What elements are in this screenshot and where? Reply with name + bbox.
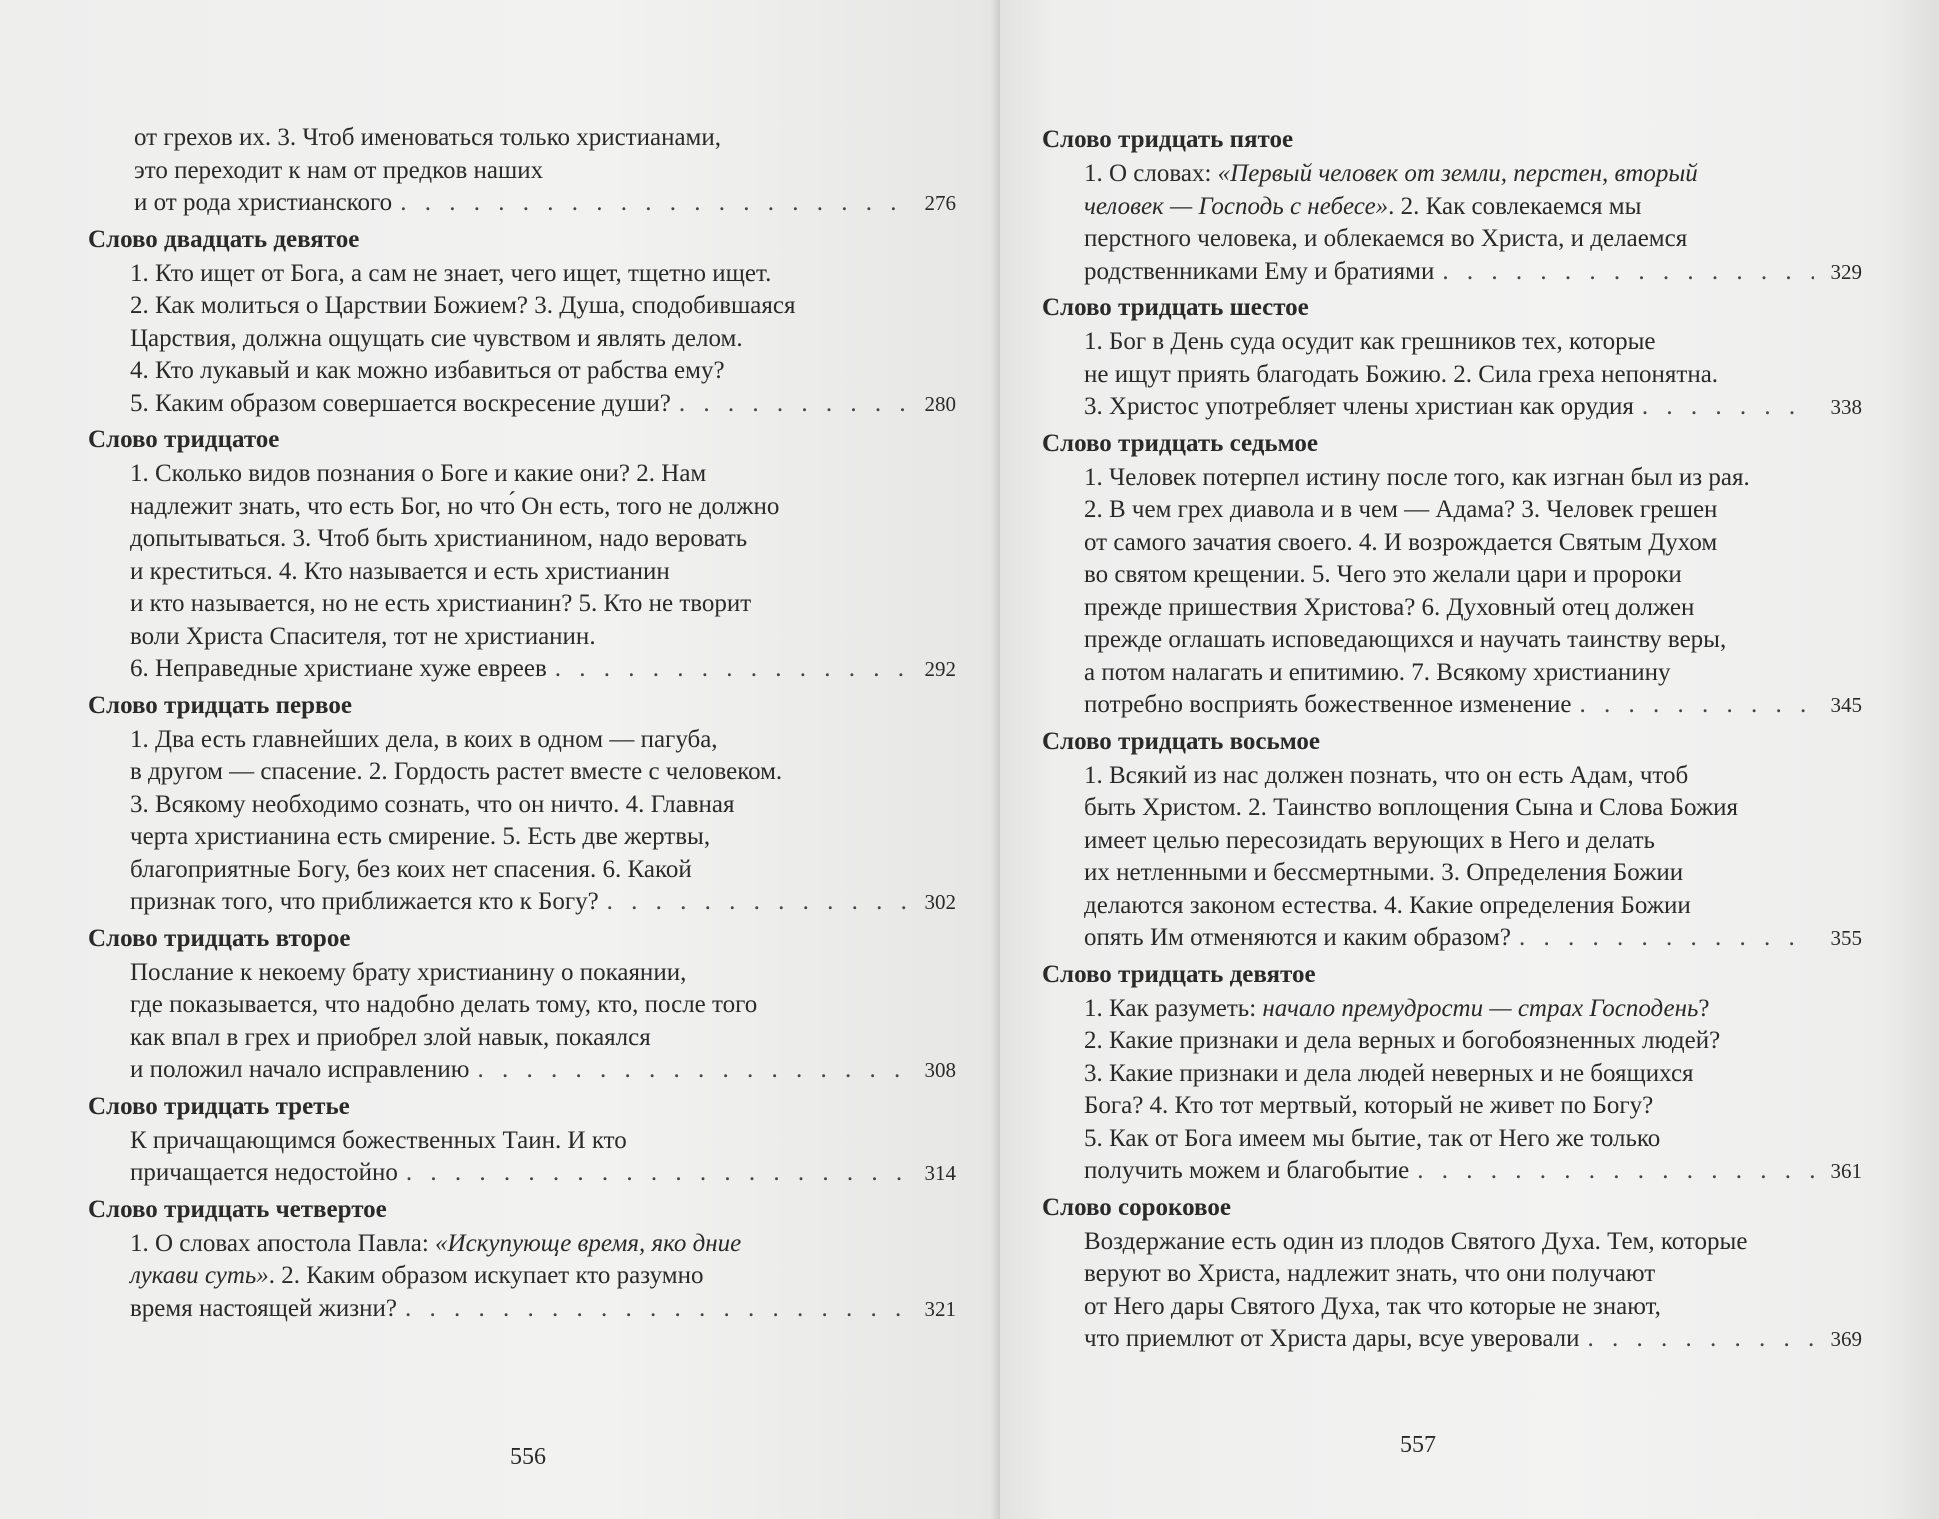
toc-line-last	[130, 1054, 956, 1087]
toc-line: черта христианина есть смирение. 5. Есть две жертвы,	[130, 823, 711, 850]
toc-entry-34	[88, 1192, 956, 1326]
section-title: Слово тридцать четвертое	[88, 1195, 387, 1223]
page-number: 276	[924, 191, 956, 215]
section-title: Слово тридцать пятое	[1042, 126, 1294, 153]
dot-leader	[1580, 689, 1815, 722]
toc-line-text: родственниками Ему и братиями	[1084, 257, 1435, 285]
toc-line: 1. Бог в День суда осудит как грешников тех, которые	[1084, 328, 1656, 355]
toc-line	[1084, 158, 1862, 191]
toc-line: от Него дары Святого Духа, так что которые не знают,	[1084, 1292, 1661, 1320]
toc-line-last	[130, 1293, 956, 1326]
toc-line: быть Христом. 2. Таинство воплощения Сына и Слова Божия	[1084, 794, 1738, 821]
toc-line: это переходит к нам от предков наших	[134, 156, 544, 184]
scripture-quote: «Искупующе время, яко дние	[435, 1229, 742, 1257]
section-title: Слово тридцать восьмое	[1042, 727, 1321, 755]
toc-line-text: 1. О словах:	[1084, 160, 1218, 187]
toc-line: Воздержание есть один из плодов Святого Духа. Тем, которые	[1084, 1227, 1748, 1255]
toc-entry-32	[88, 921, 956, 1087]
toc-line: от самого зачатия своего. 4. И возрождается Святым Духом	[1084, 528, 1718, 556]
toc-line-last	[130, 1157, 956, 1190]
toc-line-text: опять Им отменяются и каким образом?	[1084, 924, 1511, 951]
section-title: Слово сороковое	[1042, 1193, 1231, 1221]
toc-line: прежде пришествия Христова? 6. Духовный отец должен	[1084, 593, 1695, 621]
toc-line-last	[1084, 689, 1862, 722]
toc-entry-30	[88, 422, 956, 686]
page-number: 338	[1830, 395, 1862, 419]
toc-line	[130, 1260, 956, 1293]
dot-leader	[679, 388, 908, 421]
section-title: Слово тридцать девятое	[1042, 960, 1316, 988]
page-number: 345	[1830, 693, 1862, 717]
toc-line: веруют во Христа, надлежит знать, что они получают	[1084, 1260, 1656, 1287]
toc-line: делаются законом естества. 4. Какие определения Божии	[1084, 891, 1691, 919]
section-title: Слово тридцать третье	[88, 1092, 350, 1120]
dot-leader	[1588, 1323, 1815, 1356]
toc-line: а потом налагать и епитимию. 7. Всякому христианину	[1084, 658, 1671, 686]
toc-line: К причащающимся божественных Таин. И кто	[130, 1126, 627, 1154]
toc-line: 4. Кто лукавый и как можно избавиться от рабства ему?	[130, 357, 725, 384]
scripture-quote: лукави суть»	[130, 1262, 269, 1289]
toc-line-last	[130, 388, 956, 421]
toc-line: от грехов их. 3. Чтоб именоваться только христианами,	[134, 124, 721, 151]
page-number: 280	[924, 391, 956, 416]
dot-leader	[607, 886, 908, 919]
toc-line: перстного человека, и облекаемся во Христа, и делаемся	[1084, 225, 1688, 252]
toc-entry-40	[1042, 1190, 1862, 1356]
toc-line-last	[1084, 922, 1862, 955]
dot-leader	[1519, 922, 1814, 955]
toc-line: Бога? 4. Кто тот мертвый, который не живет по Богу?	[1084, 1092, 1654, 1119]
toc-line: Царствия, должна ощущать сие чувством и являть делом.	[130, 324, 743, 352]
dot-leader	[1442, 256, 1814, 289]
dot-leader	[1642, 391, 1814, 424]
scripture-quote: начало премудрости — страх Господень	[1262, 994, 1699, 1022]
toc-line: 1. Сколько видов познания о Боге и какие они? 2. Нам	[130, 460, 707, 487]
toc-line-text: . 2. Каким образом искупает кто разумно	[268, 1262, 704, 1289]
toc-line-text: и положил начало исправлению	[130, 1056, 470, 1083]
toc-line-last	[134, 187, 956, 220]
toc-line: где показывается, что надобно делать тому, кто, после того	[130, 991, 758, 1018]
toc-line-text: получить можем и благобытие	[1084, 1157, 1410, 1184]
toc-line: благоприятные Богу, без коих нет спасения. 6. Какой	[130, 855, 692, 883]
toc-line	[1084, 191, 1862, 224]
toc-line: и кто называется, но не есть христианин? 5. Кто не творит	[130, 590, 752, 617]
toc-line: их нетленными и бессмертными. 3. Определения Божии	[1084, 859, 1684, 886]
page-number: 292	[924, 657, 956, 681]
toc-entry-38	[1042, 724, 1862, 955]
toc-line: в другом — спасение. 2. Гордость растет вместе с человеком.	[130, 758, 783, 785]
section-title: Слово тридцать первое	[88, 691, 352, 719]
toc-entry-35	[1042, 122, 1862, 288]
toc-line-last	[130, 653, 956, 686]
toc-line	[130, 1228, 956, 1261]
toc-line: имеет целью пересозидать верующих в Него и делать	[1084, 826, 1655, 854]
page-number: 361	[1830, 1159, 1862, 1183]
scripture-quote: человек — Господь с небесе»	[1084, 192, 1389, 220]
toc-line	[1084, 993, 1862, 1026]
left-page-contents	[88, 122, 956, 1327]
scripture-quote: «Первый человек от земли, перстен, вторый	[1217, 160, 1698, 187]
section-title: Слово тридцатое	[88, 426, 280, 453]
toc-entry-37	[1042, 426, 1862, 722]
toc-line-text: причащается недостойно	[130, 1159, 398, 1186]
toc-line: во святом крещении. 5. Чего это желали цари и пророки	[1084, 561, 1682, 588]
page-number: 321	[924, 1296, 956, 1321]
toc-line: 1. Всякий из нас должен познать, что он есть Адам, чтоб	[1084, 761, 1689, 789]
toc-line: 1. Кто ищет от Бога, а сам не знает, чего ищет, тщетно ищет.	[130, 259, 772, 287]
toc-line-text: . 2. Как совлекаемся мы	[1388, 192, 1642, 220]
page-edge-shadow	[1879, 0, 1939, 1519]
page-number: 355	[1830, 926, 1862, 950]
page-number: 369	[1830, 1327, 1862, 1351]
toc-line-last	[1084, 1323, 1862, 1356]
toc-line: и креститься. 4. Кто называется и есть христианин	[130, 557, 670, 585]
toc-line: прежде оглашать исповедающихся и научать таинству веры,	[1084, 626, 1727, 653]
toc-line: 2. Какие признаки и дела верных и богобоязненных людей?	[1084, 1027, 1721, 1054]
dot-leader	[405, 1293, 908, 1326]
toc-line-last	[1084, 391, 1862, 424]
toc-line-text: и от рода христианского	[134, 189, 393, 216]
section-title: Слово двадцать девятое	[88, 225, 360, 253]
toc-entry-39	[1042, 957, 1862, 1188]
toc-line-text: ?	[1698, 994, 1710, 1022]
page-number: 308	[924, 1058, 956, 1082]
toc-entry-31	[88, 688, 956, 919]
right-page-contents	[1042, 122, 1862, 1358]
section-title: Слово тридцать седьмое	[1042, 429, 1318, 457]
dot-leader	[477, 1054, 908, 1087]
toc-line-last	[1084, 1155, 1862, 1188]
toc-line: допытываться. 3. Чтоб быть христианином, надо веровать	[130, 525, 748, 552]
toc-line-text: 1. Как разуметь:	[1084, 994, 1263, 1022]
toc-entry-29	[88, 222, 956, 421]
toc-line-text: 5. Каким образом совершается воскресение души?	[130, 389, 671, 417]
right-page	[1000, 0, 1939, 1519]
page-number: 314	[924, 1161, 956, 1185]
toc-line: 1. Два есть главнейших дела, в коих в одном — пагуба,	[130, 725, 718, 753]
toc-line: 1. Человек потерпел истину после того, как изгнан был из рая.	[1084, 463, 1750, 491]
toc-line-text: 6. Неправедные христиане хуже евреев	[130, 655, 547, 682]
toc-line-last	[1084, 256, 1862, 289]
dot-leader	[406, 1157, 908, 1190]
toc-line: надлежит знать, что есть Бог, но что́ Он есть, того не должно	[130, 492, 780, 520]
page-number: 302	[924, 890, 956, 914]
toc-entry-36	[1042, 290, 1862, 424]
toc-entry-33	[88, 1089, 956, 1190]
toc-entry-continued	[88, 122, 956, 220]
toc-line-text: потребно восприять божественное изменение	[1084, 691, 1572, 718]
dot-leader	[400, 187, 908, 220]
toc-line-text: время настоящей жизни?	[130, 1294, 398, 1322]
dot-leader	[555, 653, 908, 686]
toc-line-text: что приемлют от Христа дары, всуе уверовали	[1084, 1325, 1580, 1352]
toc-line: 2. Как молиться о Царствии Божием? 3. Душа, сподобившаяся	[130, 292, 796, 319]
toc-line: 5. Как от Бога имеем мы бытие, так от Него же только	[1084, 1124, 1661, 1152]
toc-line-text: признак того, что приближается кто к Богу?	[130, 888, 599, 915]
section-title: Слово тридцать шестое	[1042, 294, 1309, 321]
dot-leader	[1417, 1155, 1814, 1188]
page-number: 329	[1830, 259, 1862, 284]
toc-line: 2. В чем грех диавола и в чем — Адама? 3. Человек грешен	[1084, 496, 1718, 523]
toc-line-text: 3. Христос употребляет члены христиан как орудия	[1084, 393, 1634, 420]
folio-right: 557	[1400, 1432, 1436, 1458]
toc-line: как впал в грех и приобрел злой навык, покаялся	[130, 1023, 651, 1051]
toc-line-last	[130, 886, 956, 919]
toc-line: 3. Какие признаки и дела людей неверных и не боящихся	[1084, 1059, 1694, 1087]
folio-left: 556	[510, 1444, 546, 1470]
toc-line: 3. Всякому необходимо сознать, что он ничто. 4. Главная	[130, 790, 735, 818]
toc-line-text: 1. О словах апостола Павла:	[130, 1229, 436, 1257]
toc-line: не ищут приять благодать Божию. 2. Сила греха непонятна.	[1084, 360, 1719, 388]
section-title: Слово тридцать второе	[88, 924, 351, 952]
toc-line: воли Христа Спасителя, тот не христианин.	[130, 622, 596, 650]
toc-line: Послание к некоему брату христианину о покаянии,	[130, 958, 687, 986]
